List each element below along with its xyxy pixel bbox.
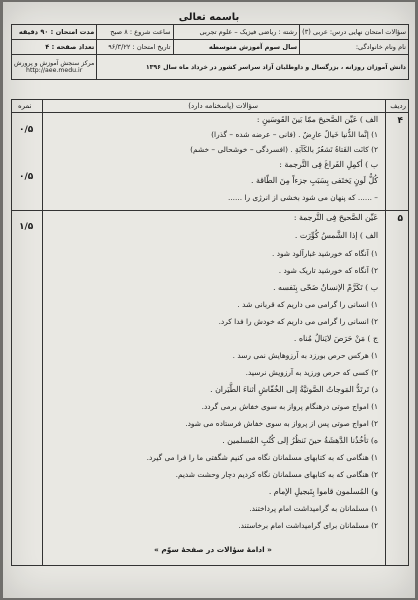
q5-line-4: ۲) آنگاه که خورشید تاریک شود . bbox=[278, 266, 378, 275]
col-questions-header: سؤالات (پاسخنامه دارد) bbox=[188, 102, 258, 110]
q5-line-9: ۱) هرکس حرص بورزد به آرزوهایش نمی رسد . bbox=[232, 351, 378, 360]
q4-line-6: – ...... که پنهان می شود بخشی از انرژی را ...... bbox=[227, 193, 378, 202]
q4-number: ۴ bbox=[397, 116, 403, 126]
q5-line-16: ۲) هنگامی که به کتابهای مسلمانان نگاه کردیم دچار وحشت شدیم. bbox=[175, 470, 378, 479]
q4-line-4: ب ) أکمِلِ الفَراغَ فِی التَّرجمة : bbox=[279, 160, 378, 169]
q5-line-7: ۲) انسانی را گرامی می داریم که خودش را فدا کرد. bbox=[218, 317, 378, 326]
q5-line-8: ج ) مَنْ حَرَصَ لایَنالُ مُناه . bbox=[293, 334, 378, 343]
grade-cell: سال سوم آموزش متوسطه bbox=[173, 40, 300, 55]
q5-line-12: ۱) امواج صوتی درهنگام پرواز به سوی خفاش برمی گردد. bbox=[201, 402, 378, 411]
questions-grid bbox=[11, 99, 409, 566]
center-name: مرکز سنجش آموزش و پرورش bbox=[14, 60, 95, 67]
q5-score: ۱/۵ bbox=[19, 222, 34, 232]
center-url: http://aee.medu.ir bbox=[26, 67, 83, 74]
center-cell bbox=[12, 55, 97, 80]
q5-line-1: عَیِّن الصَّحیحَ فِی التَّرجمة : bbox=[293, 213, 378, 222]
q5-line-5: ب ) تَکَرَّمْ الإنسانُ ضَحّی بِنَفسه . bbox=[273, 283, 378, 292]
q4-line-3: ۲) کانَت الفَتاةُ تَشعُرُ بالکَآبَةِ . (افسردگی – خوشحالی – خشم) bbox=[190, 145, 378, 154]
q5-line-18: ۱) مسلمانان به گرامیداشت امام پرداختند. bbox=[249, 504, 378, 513]
continuation-note: « ادامهٔ سؤالات در صفحهٔ سوّم » bbox=[154, 545, 272, 554]
student-name-cell: نام ونام خانوادگی: bbox=[300, 40, 409, 55]
col-row-header: ردیف bbox=[390, 102, 406, 110]
q5-line-6: ۱) انسانی را گرامی می داریم که قربانی شد . bbox=[237, 300, 378, 309]
q4-score-a: ۰/۵ bbox=[19, 125, 34, 135]
page-count-cell: تعداد صفحه : ۴ bbox=[12, 40, 97, 55]
start-time-cell: ساعت شروع : ۸ صبح bbox=[97, 25, 173, 40]
q5-line-19: ۲) مسلمانان برای گرامیداشت امام برخاستند. bbox=[238, 521, 378, 530]
page-title: باسمه تعالی bbox=[178, 12, 240, 23]
q5-line-3: ۱) آنگاه که خورشید غبارآلود شود . bbox=[272, 249, 378, 258]
q5-line-2: الف ) إذا الشَّمسُ کُوِّرَت . bbox=[294, 231, 378, 240]
field-cell: رشته : ریاضی فیزیک – علوم تجربی bbox=[173, 25, 300, 40]
q4-line-2: ۱) إنَّما الدُّنیا خَیالٌ عارِضٌ . (فانی – عرضه شده – گذرا) bbox=[211, 130, 378, 139]
q5-line-15: ۱) هنگامی که به کتابهای مسلمانان نگاه می کنیم شگفتی ما را فرا می گیرد. bbox=[146, 453, 378, 462]
q4-line-1: الف ) عَیِّن الصَّحیحَ ممّا بَینَ القَوسَینِ : bbox=[256, 115, 378, 124]
exam-header-table bbox=[11, 24, 409, 80]
col-score-header: نمره bbox=[18, 102, 32, 110]
q5-line-11: د) تَرتَدُّ المَوجاتُ الصَّوتیَّةُ إلی الخُفّاشِ أثناءَ الطَّیَران . bbox=[210, 385, 378, 394]
q5-line-10: ۲) کسی که حرص ورزید به آرزویش نرسید. bbox=[245, 368, 378, 377]
exam-date-cell: تاریخ امتحان : ۹۶/۳/۲۲ bbox=[97, 40, 173, 55]
lesson-cell: سؤالات امتحان نهایی درس: عربی (۳) bbox=[300, 25, 409, 40]
exam-sheet bbox=[3, 2, 415, 598]
q4-line-5: کُلُّ لَونٍ یَختَفی بِسَبَبِ جزءاً مِنَ الطّاقة . bbox=[251, 176, 378, 185]
students-cell: دانش آموزان روزانه ، بزرگسال و داوطلبان آزاد سراسر کشور در خرداد ماه سال ۱۳۹۶ bbox=[97, 55, 409, 80]
q4-score-b: ۰/۵ bbox=[19, 172, 34, 182]
q5-line-14: ه) تأخُذُنا الدَّهشَةُ حینَ نَنظُرُ إلی کُتُبِ المُسلمین . bbox=[222, 436, 378, 445]
q5-line-13: ۲) امواج صوتی پس از پرواز به سوی خفاش فرستاده می شود. bbox=[185, 419, 378, 428]
q5-line-17: و) المُسلمون قاموا بِتَبجیلِ الإمام . bbox=[268, 487, 378, 496]
duration-cell: مدت امتحان : ۹۰ دقیقه bbox=[12, 25, 97, 40]
q5-number: ۵ bbox=[397, 214, 403, 224]
